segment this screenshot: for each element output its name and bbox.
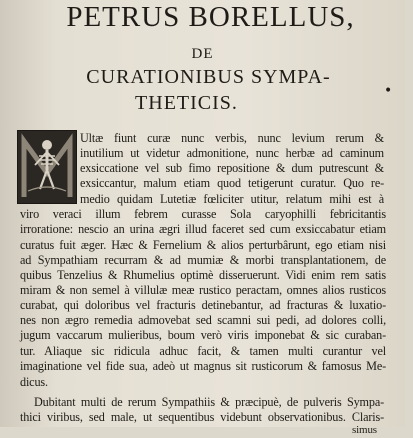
body-line: nes non ægro remedia admovebat sed scamni sui pedi, ad dolores colli,: [20, 313, 386, 327]
body-line: curabat, qui doloribus vel fracturis detinebantur, ad fracturas & luxatio-: [20, 298, 386, 312]
body-line: ad Sympathiam recurram & ad mumiæ & morbi transplantationem, de: [20, 253, 386, 267]
body-line: curatus fuit æger. Hæc & Fernelium & alios perturbârunt, ego etiam nisi: [20, 238, 386, 252]
body-line: inutilium ut videtur admonitione, nunc herbæ ad caminum: [80, 146, 384, 160]
second-paragraph-line: Dubitant multi de rerum Sympathiis & præcipuè, de pulveris Sympa-: [34, 395, 384, 409]
margin-dot: •: [384, 83, 393, 99]
body-line: jugum vaccarum mulieribus, boum verò viris imponebat & sic curaban-: [20, 328, 386, 342]
body-line: imaginatione vel fide sua, adeò ut magnus sit rusticorum & famosus Me-: [20, 359, 386, 373]
author-heading: PETRUS BORELLUS,: [66, 1, 355, 33]
body-line: irroratione: nescio an urina ægri illud faceret sed cum exsiccabatur etiam: [20, 222, 386, 236]
decorated-initial: [17, 130, 77, 204]
body-line: quibus Tenzelius & Rhumelius optimè disseruerunt. Vidi enim rem satis: [20, 268, 386, 282]
body-line: viro veraci illum febrem curasse Sola caryophilli febricitantis: [20, 207, 386, 221]
subtitle-line-2: THETICIS.: [135, 92, 238, 114]
catchword: simus: [352, 424, 377, 436]
preposition-heading: DE: [191, 46, 214, 62]
subtitle-line-1: CURATIONIBUS SYMPA-: [86, 66, 331, 88]
body-line: exsiccatione vel sub fimo repositione & dum putrescunt &: [80, 161, 384, 175]
body-line: miram & non semel à villulæ meæ rustico peractam, omnes alios rusticos: [20, 283, 386, 297]
body-line: tur. Aliaque sic ridicula adhuc facit, & tamen multi curantur vel: [20, 344, 386, 358]
skeleton-figure-icon: [18, 131, 76, 203]
body-line: dicus.: [20, 375, 48, 389]
second-paragraph-line: thici viribus, sed male, ut sequentibus videbunt observationibus. Claris-: [20, 410, 384, 424]
body-line: medio quidam Lutetiæ fœliciter utitur, relatum mihi est à: [80, 192, 384, 206]
body-line: exsiccantur, malum etiam quod tetigerunt curatur. Quo re-: [80, 176, 384, 190]
body-line: Ultæ fiunt curæ nunc verbis, nunc levium rerum &: [80, 131, 384, 145]
